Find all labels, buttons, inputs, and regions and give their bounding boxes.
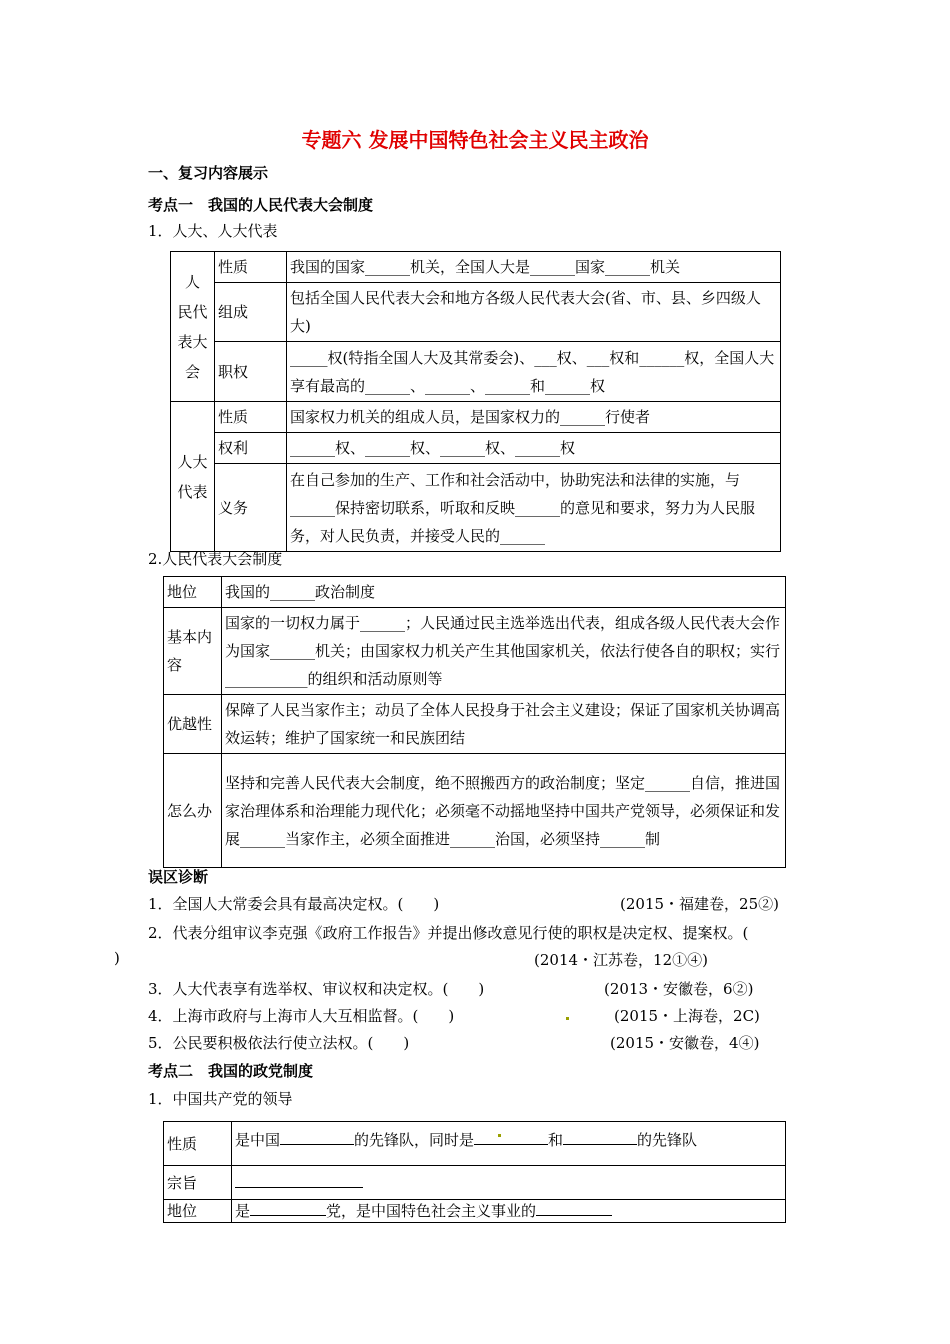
row-label: 优越性 <box>164 695 222 754</box>
npc-system-table <box>163 576 786 868</box>
error-source: (2015・福建卷，25②) <box>620 895 779 913</box>
error-item: 3．人大代表享有选举权、审议权和决定权。( ) <box>148 980 485 998</box>
error-item: 1．全国人大常委会具有最高决定权。( ) <box>148 895 440 913</box>
error-item: 5．公民要积极依法行使立法权。( ) <box>148 1034 410 1052</box>
row-label: 地位 <box>164 577 222 608</box>
row-label: 怎么办 <box>164 754 222 868</box>
group-npc: 人 民代 表大会 <box>171 252 215 402</box>
party-table <box>163 1121 786 1223</box>
row-text: 包括全国人民代表大会和地方各级人民代表大会(省、市、县、乡四级人大) <box>287 283 781 342</box>
row-text: 在自己参加的生产、工作和社会活动中，协助宪法和法律的实施，与______保持密切联系，听取和反映______的意见和要求，努力为人民服务，对人民负责，并接受人民的______ <box>287 464 781 552</box>
text: 的先锋队 <box>637 1131 698 1149</box>
row-label: 性质 <box>164 1122 232 1166</box>
row-label: 宗旨 <box>164 1166 232 1200</box>
error-source: (2014・江苏卷，12①④) <box>534 951 708 969</box>
blank <box>280 1128 354 1145</box>
kp1-heading: 考点一 我国的人民代表大会制度 <box>148 196 374 214</box>
group-deputy: 人大代表 <box>171 402 215 552</box>
text: 是 <box>235 1202 251 1220</box>
misdiag-heading: 误区诊断 <box>148 868 209 886</box>
error-source: (2015・上海卷，2C) <box>614 1007 760 1025</box>
error-source: (2015・安徽卷，4④) <box>610 1034 760 1052</box>
error-source: (2013・安徽卷，6②) <box>604 980 754 998</box>
item1-label: 1．人大、人大代表 <box>148 222 278 240</box>
row-text <box>232 1166 786 1200</box>
row-text: ______权、______权、______权、______权 <box>287 433 781 464</box>
row-text: 国家的一切权力属于______；人民通过民主选举选出代表，组成各级人民代表大会作为国家______机关；由国家权力机关产生其他国家机关，依法行使各自的职权；实行___________的组织和活动原则等 <box>222 608 786 695</box>
row-label: 权利 <box>215 433 287 464</box>
blank <box>250 1201 326 1216</box>
error-item: 4．上海市政府与上海市人大互相监督。( ) <box>148 1007 455 1025</box>
page-title: 专题六 发展中国特色社会主义民主政治 <box>301 128 649 152</box>
item3-label: 1．中国共产党的领导 <box>148 1090 293 1108</box>
row-text: 坚持和完善人民代表大会制度，绝不照搬西方的政治制度；坚定______自信，推进国家治理体系和治理能力现代化；必须毫不动摇地坚持中国共产党领导，必须保证和发展______当家作主，必须全面推进______治国，必须坚持______制 <box>222 754 786 868</box>
text: 和 <box>548 1131 564 1149</box>
item2-label: 2.人民代表大会制度 <box>148 550 283 568</box>
kp2-heading: 考点二 我国的政党制度 <box>148 1062 314 1080</box>
row-label: 职权 <box>215 342 287 402</box>
error-item: 2．代表分组审议李克强《政府工作报告》并提出修改意见行使的职权是决定权、提案权。( <box>148 924 749 942</box>
row-text: 保障了人民当家作主；动员了全体人民投身于社会主义建设；保证了国家机关协调高效运转；维护了国家统一和民族团结 <box>222 695 786 754</box>
blank <box>474 1128 548 1145</box>
section-heading: 一、复习内容展示 <box>148 164 269 182</box>
row-text: 我国的国家______机关，全国人大是______国家______机关 <box>287 252 781 283</box>
blank <box>563 1128 637 1145</box>
row-label: 组成 <box>215 283 287 342</box>
row-label: 性质 <box>215 402 287 433</box>
row-text: 我国的______政治制度 <box>222 577 786 608</box>
row-label: 性质 <box>215 252 287 283</box>
npc-table <box>170 251 781 552</box>
blank <box>536 1201 612 1216</box>
row-text <box>232 1200 786 1223</box>
mark-dot <box>566 1017 569 1020</box>
row-text: 国家权力机关的组成人员，是国家权力的______行使者 <box>287 402 781 433</box>
text: 的先锋队，同时是 <box>354 1131 475 1149</box>
row-label: 地位 <box>164 1200 232 1223</box>
row-label: 义务 <box>215 464 287 552</box>
text: 是中国 <box>235 1131 281 1149</box>
row-text <box>232 1122 786 1166</box>
row-text: _____权(特指全国人大及其常委会)、___权、___权和______权，全国人大享有最高的______、______、______和______权 <box>287 342 781 402</box>
blank <box>235 1171 363 1188</box>
mark-dot <box>498 1134 501 1137</box>
row-label: 基本内容 <box>164 608 222 695</box>
text: 党，是中国特色社会主义事业的 <box>326 1202 537 1220</box>
error-item-cont: ) <box>114 949 120 967</box>
